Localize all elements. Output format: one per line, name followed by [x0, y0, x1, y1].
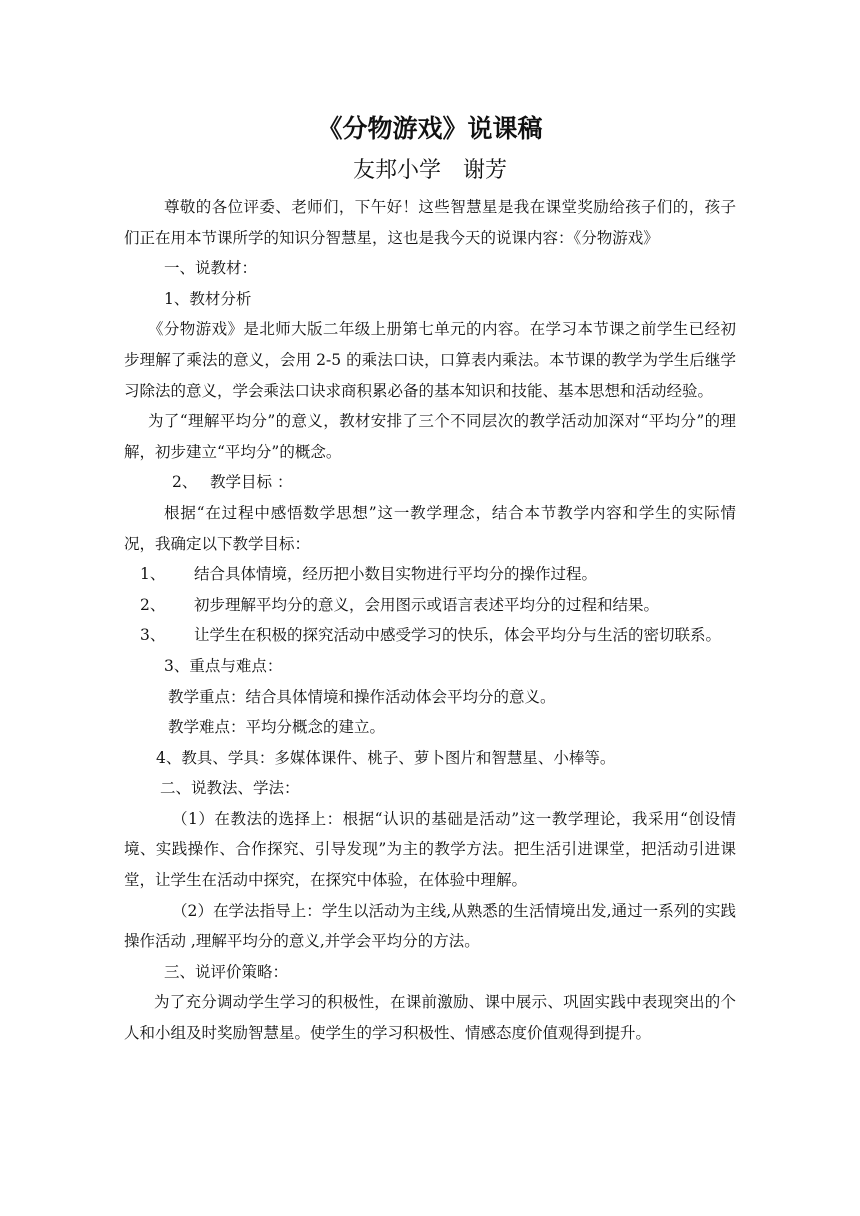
goal-text: 让学生在积极的探究活动中感受学习的快乐，体会平均分与生活的密切联系。 [194, 626, 722, 645]
goal-number: 2、 [140, 595, 166, 614]
evaluation-paragraph: 为了充分调动学生学习的积极性，在课前激励、课中展示、巩固实践中表现突出的个人和小组及时奖励智慧星。使学生的学习积极性、情感态度价值观得到提升。 [124, 993, 736, 1043]
goal-text: 结合具体情境，经历把小数目实物进行平均分的操作过程。 [194, 565, 598, 584]
teaching-aids-line: 4、教具、学具：多媒体课件、桃子、萝卜图片和智慧星、小棒等。 [156, 748, 616, 767]
document-title: 《分物游戏》说课稿 [317, 114, 543, 143]
section-1-heading: 一、说教材： [164, 259, 258, 278]
goal-item [124, 559, 736, 590]
section-1-2-heading: 2、 教学目标 ： [172, 473, 293, 492]
section-1-1-heading: 1、教材分析 [164, 289, 252, 308]
goal-item [124, 590, 736, 621]
section-1-3-heading: 3、重点与难点： [164, 656, 283, 675]
goal-number: 3、 [140, 626, 166, 645]
textbook-analysis-paragraph: 《分物游戏》是北师大版二年级上册第七单元的内容。在学习本节课之前学生已经初步理解了乘法的意义，会用 2-5 的乘法口诀，口算表内乘法。本节课的教学为学生后继学习除法的意义，学会乘法口诀求商积累必备的基本知识和技能、基本思想和活动经验。 [124, 320, 736, 400]
document-body [124, 192, 736, 1049]
average-concept-paragraph: 为了“理解平均分”的意义，教材安排了三个不同层次的教学活动加深对“平均分”的理解，初步建立“平均分”的概念。 [124, 412, 736, 461]
goals-intro-paragraph: 根据“在过程中感悟数学思想”这一教学理念，结合本节教学内容和学生的实际情况，我确定以下教学目标： [124, 503, 736, 553]
key-point-line: 教学重点：结合具体情境和操作活动体会平均分的意义。 [168, 687, 556, 706]
teaching-method-paragraph: （1）在教法的选择上：根据“认识的基础是活动”这一教学理论，我采用“创设情境、实践操作、合作探究、引导发现”为主的教学方法。把生活引进课堂，把活动引进课堂，让学生在活动中探究，在探究中体验，在体验中理解。 [124, 809, 736, 890]
difficulty-line: 教学难点：平均分概念的建立。 [168, 718, 386, 737]
section-3-heading: 三、说评价策略： [164, 962, 289, 981]
document-subtitle: 友邦小学 谢芳 [352, 158, 507, 183]
section-2-heading: 二、说教法、学法： [160, 779, 300, 798]
goal-text: 初步理解平均分的意义，会用图示或语言表述平均分的过程和结果。 [194, 595, 660, 614]
learning-method-paragraph: （2）在学法指导上：学生以活动为主线,从熟悉的生活情境出发,通过一系列的实践操作活动 ,理解平均分的意义,并学会平均分的方法。 [124, 901, 736, 951]
goal-number: 1、 [140, 565, 166, 584]
goal-item [124, 620, 736, 651]
intro-paragraph: 尊敬的各位评委、老师们，下午好！这些智慧星是我在课堂奖励给孩子们的，孩子们正在用本节课所学的知识分智慧星，这也是我今天的说课内容：《分物游戏》 [124, 198, 736, 247]
